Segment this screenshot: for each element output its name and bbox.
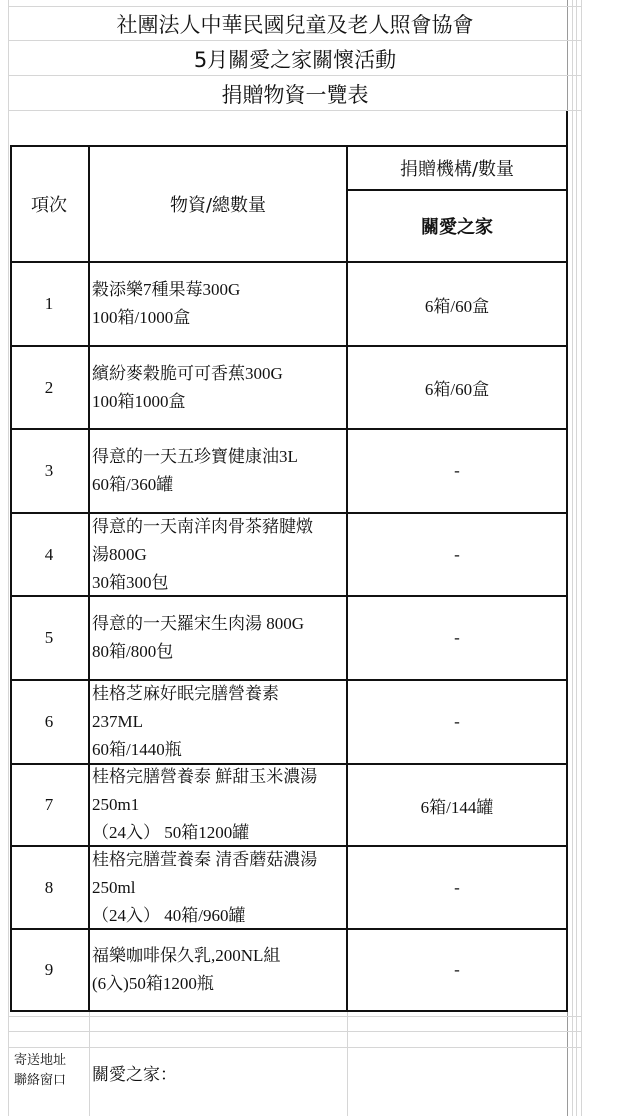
grid-line (581, 0, 582, 1116)
quantity-cell: - (454, 544, 460, 564)
quantity-cell: 6箱/60盒 (424, 380, 490, 399)
row-number: 2 (44, 377, 54, 397)
grid-line (576, 0, 577, 1116)
header-org: 關愛之家 (421, 217, 493, 238)
item-line: 穀添樂7種果莓300G (92, 280, 241, 299)
event-title: 5月關愛之家關懷活動 (193, 47, 397, 72)
footer-label (10, 1048, 88, 1116)
grid-line (572, 0, 573, 1116)
item-cell (92, 765, 346, 845)
item-cell (92, 263, 346, 345)
grid-line (89, 1012, 90, 1116)
item-line: 得意的一天五珍寶健康油3L (92, 447, 298, 466)
item-cell (92, 430, 346, 512)
address-label: 寄送地址 (14, 1053, 67, 1068)
quantity-cell: - (454, 628, 460, 647)
grid-line (347, 1012, 348, 1116)
quantity-cell: - (454, 712, 460, 731)
item-line: 100箱/1000盒 (92, 308, 191, 327)
header-supplies: 物資/總數量 (169, 195, 267, 216)
row-number: 3 (44, 461, 54, 480)
row-number: 8 (44, 877, 54, 897)
item-line: 桂格完膳營養泰 鮮甜玉米濃湯 (92, 767, 318, 786)
item-cell (92, 681, 346, 763)
header-donation: 捐贈機構/數量 (399, 159, 515, 180)
item-line: 250ml (92, 877, 136, 897)
item-line: 桂格芝麻好眠完膳營養素 (92, 684, 279, 703)
grid-line (8, 1031, 582, 1032)
item-line: 得意的一天羅宋生肉湯 800G (92, 614, 305, 633)
grid-line (8, 1016, 582, 1017)
quantity-cell: - (454, 877, 460, 897)
item-cell (92, 847, 346, 928)
row-number: 5 (44, 628, 54, 647)
quantity-cell: - (454, 461, 460, 480)
item-line: 30箱300包 (92, 572, 169, 592)
contact-label: 聯絡窗口 (14, 1073, 67, 1088)
item-line: 100箱1000盒 (92, 391, 186, 411)
item-line: 250m1 (92, 795, 140, 814)
header-index: 項次 (31, 195, 67, 216)
item-line: （24入） 50箱1200罐 (92, 823, 250, 842)
item-line: （24入） 40箱/960罐 (92, 905, 246, 925)
item-line: 60箱/360罐 (92, 475, 174, 494)
org-title: 社團法人中華民國兒童及老人照會協會 (116, 12, 474, 37)
list-title: 捐贈物資一覽表 (221, 82, 369, 107)
quantity-cell: - (454, 960, 460, 979)
grid-line (8, 0, 9, 1116)
row-number: 6 (44, 712, 54, 731)
item-line: 繽紛麥穀脆可可香蕉300G (92, 363, 283, 383)
row-number: 7 (44, 795, 54, 814)
quantity-cell: 6箱/60盒 (424, 296, 490, 316)
row-number: 9 (44, 960, 54, 979)
item-line: 80箱/800包 (92, 642, 174, 661)
item-line: 福樂咖啡保久乳,200NL組 (92, 946, 281, 965)
item-line: (6入)50箱1200瓶 (92, 974, 214, 993)
item-cell (92, 930, 346, 1010)
row-number: 4 (44, 544, 54, 564)
item-line: 得意的一天南洋肉骨茶豬腱燉 (92, 516, 313, 536)
item-cell (92, 597, 346, 679)
item-line: 桂格完膳萱養秦 清香蘑菇濃湯 (92, 849, 318, 869)
item-line: 湯800G (92, 544, 147, 564)
item-line: 237ML (92, 712, 143, 731)
quantity-cell: 6箱/144罐 (420, 797, 494, 817)
item-cell (92, 514, 346, 595)
footer-value: 關愛之家： (92, 1064, 177, 1085)
item-cell (92, 347, 346, 428)
item-line: 60箱/1440瓶 (92, 740, 182, 759)
row-number: 1 (44, 294, 54, 313)
